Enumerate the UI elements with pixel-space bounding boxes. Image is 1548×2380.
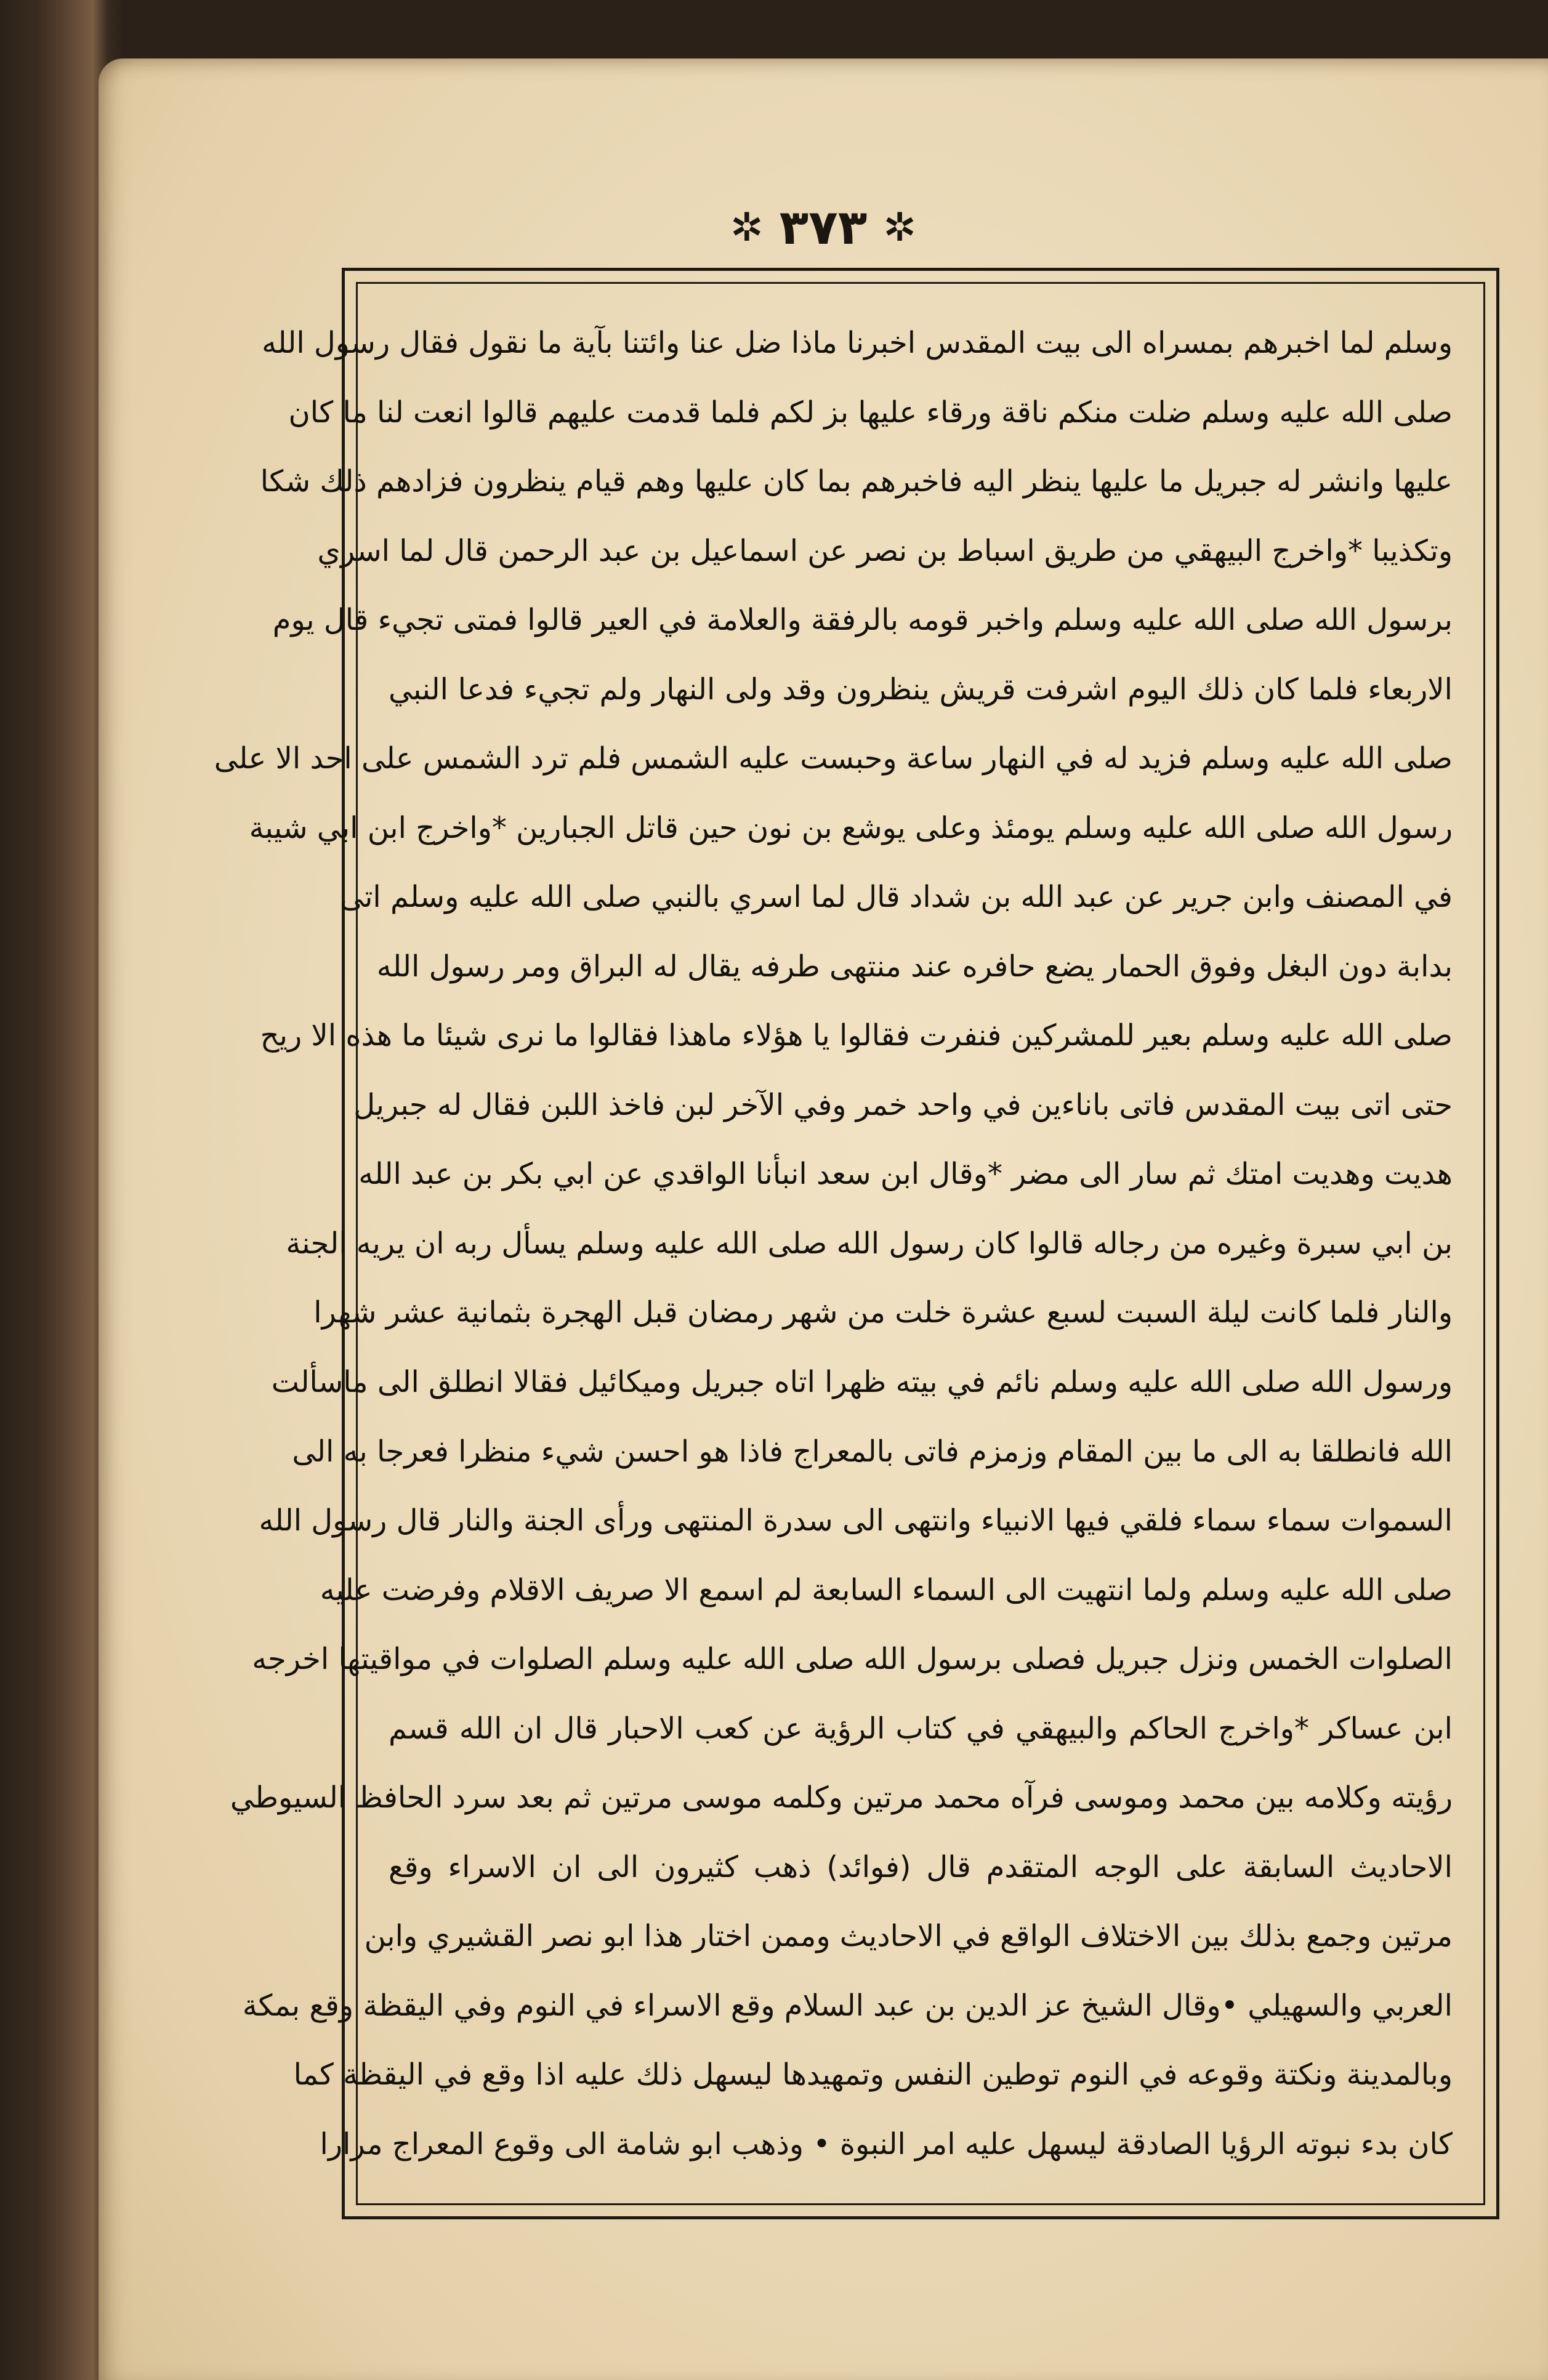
text-line: صلى الله عليه وسلم ضلت منكم ناقة ورقاء عليها بز لكم فلما قدمت عليهم قالوا انعت لنا ما كان: [288, 395, 1453, 430]
text-line: كان بدء نبوته الرؤيا الصادقة ليسهل عليه امر النبوة • وذهب ابو شامة الى وقوع المعراج مرارا: [320, 2126, 1453, 2161]
text-line: رؤيته وكلامه بين محمد وموسى فرآه محمد مرتين وكلمه موسى مرتين ثم بعد سرد الحافظ السيوطي: [230, 1780, 1453, 1815]
text-line: مرتين وجمع بذلك بين الاختلاف الواقع في الاحاديث وممن اختار هذا ابو نصر القشيري وابن: [364, 1919, 1453, 1954]
text-line: بن ابي سبرة وغيره من رجاله قالوا كان رسول الله صلى الله عليه وسلم يسأل ربه ان يريه الجنة: [286, 1226, 1453, 1261]
text-line: الاربعاء فلما كان ذلك اليوم اشرفت قريش ينظرون وقد ولى النهار ولم تجيء فدعا النبي: [389, 672, 1453, 707]
text-line: هديت وهديت امتك ثم سار الى مضر *وقال ابن سعد انبأنا الواقدي عن ابي بكر بن عبد الله: [358, 1157, 1453, 1192]
text-line: صلى الله عليه وسلم ولما انتهيت الى السماء السابعة لم اسمع الا صريف الاقلام وفرضت عليه: [320, 1572, 1453, 1607]
text-line: في المصنف وابن جرير عن عبد الله بن شداد قال لما اسري بالنبي صلى الله عليه وسلم اتى: [340, 880, 1453, 915]
text-line: حتى اتى بيت المقدس فاتى باناءين في واحد خمر وفي الآخر لبن فاخذ اللبن فقال له جبريل: [353, 1087, 1453, 1122]
text-line: الاحاديث السابقة على الوجه المتقدم قال (فوائد) ذهب كثيرون الى ان الاسراء وقع: [389, 1849, 1453, 1884]
text-line: صلى الله عليه وسلم فزيد له في النهار ساعة وحبست عليه الشمس فلم ترد الشمس على احد الا على: [214, 741, 1453, 776]
text-frame-inner: [214, 282, 1485, 2205]
text-line: ابن عساكر *واخرج الحاكم والبيهقي في كتاب الرؤية عن كعب الاحبار قال ان الله قسم: [389, 1711, 1453, 1746]
text-line: الصلوات الخمس ونزل جبريل فصلى برسول الله صلى الله عليه وسلم الصلوات في مواقيتها اخرجه: [252, 1642, 1453, 1677]
text-line: وبالمدينة ونكتة وقوعه في النوم توطين النفس وتمهيدها ليسهل ذلك عليه اذا وقع في اليقظة كما: [293, 2057, 1453, 2093]
text-frame: [214, 268, 1499, 2219]
text-body: [214, 321, 1453, 2166]
text-line: وتكذيبا *واخرج البيهقي من طريق اسباط بن نصر عن اسماعيل بن عبد الرحمن قال لما اسري: [317, 533, 1453, 568]
text-line: عليها وانشر له جبريل ما عليها ينظر اليه فاخبرهم بما كان عليها وهم قيام ينظرون فزادهم ذلك شكا: [260, 464, 1453, 499]
text-line: صلى الله عليه وسلم بعير للمشركين فنفرت فقالوا يا هؤلاء ماهذا فقالوا ما نرى شيئا ما هذه الا ريح: [260, 1018, 1453, 1053]
page-number: ٣٧٣: [779, 200, 868, 255]
text-line: رسول الله صلى الله عليه وسلم يومئذ وعلى يوشع بن نون حين قاتل الجبارين *واخرج ابن ابي شيبة: [249, 810, 1453, 845]
ornament-left-icon: ✲: [730, 205, 764, 251]
book-page: [99, 58, 1548, 2380]
text-line: السموات سماء سماء فلقي فيها الانبياء وانتهى الى سدرة المنتهى ورأى الجنة والنار قال رسول الله: [259, 1503, 1453, 1538]
text-line: والنار فلما كانت ليلة السبت لسبع عشرة خلت من شهر رمضان قبل الهجرة بثمانية عشر شهرا: [313, 1295, 1453, 1330]
text-line: برسول الله صلى الله عليه وسلم واخبر قومه بالرفقة والعلامة في العير قالوا فمتى تجيء قال يوم: [272, 603, 1453, 638]
text-line: العربي والسهيلي •وقال الشيخ عز الدين بن عبد السلام وقع الاسراء في النوم وفي اليقظة وقع بمكة: [242, 1988, 1453, 2023]
page-header: [99, 194, 1548, 262]
text-line: بدابة دون البغل وفوق الحمار يضع حافره عند منتهى طرفه يقال له البراق ومر رسول الله: [376, 949, 1453, 984]
text-line: وسلم لما اخبرهم بمسراه الى بيت المقدس اخبرنا ماذا ضل عنا وائتنا بآية ما نقول فقال رسول الله: [262, 326, 1453, 360]
ornament-right-icon: ✲: [883, 205, 917, 251]
text-line: ورسول الله صلى الله عليه وسلم نائم في بيته ظهرا اتاه جبريل وميكائيل فقالا انطلق الى ماسألت: [271, 1364, 1453, 1399]
text-line: الله فانطلقا به الى ما بين المقام وزمزم فاتى بالمعراج فاذا هو احسن شيء منظرا فعرجا به الى: [292, 1434, 1453, 1469]
